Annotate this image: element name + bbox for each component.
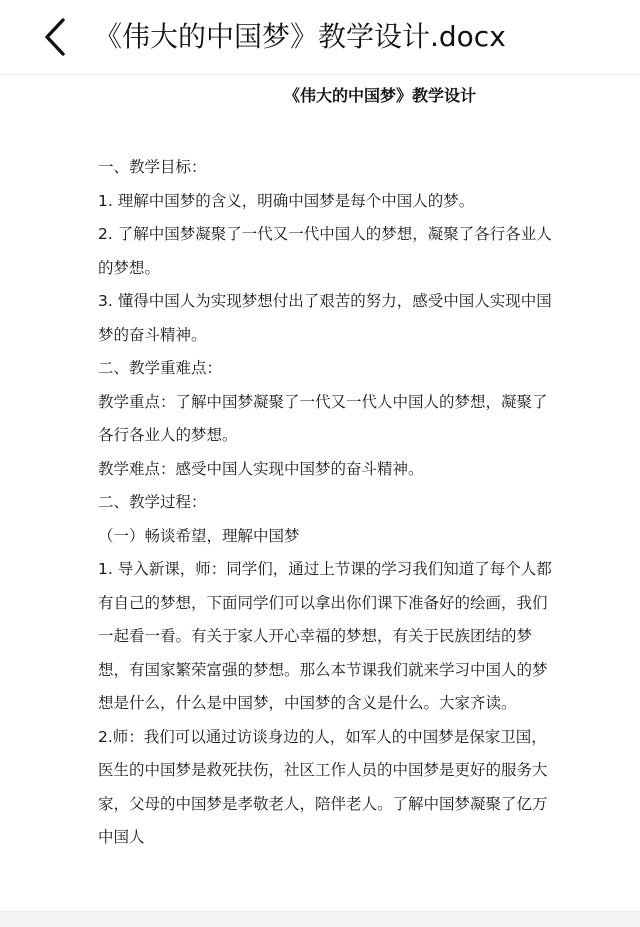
doc-paragraph-section-3-heading: 二、教学过程： <box>98 493 207 511</box>
doc-paragraph-section-2-heading: 二、教学重难点： <box>98 359 223 377</box>
doc-paragraph-process-2: 2.师：我们可以通过访谈身边的人，如军人的中国梦是保家卫国，医生的中国梦是救死扶伤，社区工作人员的中国梦是更好的服务大家，父母的中国梦是孝敬老人，陪伴老人。了解中国梦凝聚了亿万中国人 <box>98 727 548 846</box>
doc-paragraph-goal-1: 1. 理解中国梦的含义，明确中国梦是每个中国人的梦。 <box>98 191 475 210</box>
doc-paragraph-goal-3: 3. 懂得中国人为实现梦想付出了艰苦的努力，感受中国人实现中国梦的奋斗精神。 <box>98 292 552 344</box>
doc-paragraph-goal-2: 2. 了解中国梦凝聚了一代又一代中国人的梦想，凝聚了各行各业人的梦想。 <box>98 225 552 277</box>
document-view[interactable] <box>0 75 640 912</box>
doc-paragraph-key-point: 教学重点：了解中国梦凝聚了一代又一代人中国人的梦想，凝聚了各行各业人的梦想。 <box>98 392 548 444</box>
doc-paragraph-subsection-1: （一）畅谈希望，理解中国梦 <box>98 526 300 545</box>
doc-paragraph-process-1: 1. 导入新课，师：同学们，通过上节课的学习我们知道了每个人都有自己的梦想，下面同学们可以拿出你们课下准备好的绘画，我们一起看一看。有关于家人开心幸福的梦想，有关于民族团结的梦想，有国家繁荣富强的梦想。那么本节课我们就来学习中国人的梦想是什么，什么是中国梦，中国梦的含义是什么。大家齐读。 <box>98 560 552 712</box>
file-title: 《伟大的中国梦》教学设计.docx <box>94 20 506 53</box>
app-header <box>0 0 640 75</box>
bottom-bar <box>0 911 640 927</box>
document-title: 《伟大的中国梦》教学设计 <box>283 86 476 105</box>
doc-paragraph-section-1-heading: 一、教学目标： <box>98 158 207 176</box>
doc-paragraph-difficult-point: 教学难点：感受中国人实现中国梦的奋斗精神。 <box>98 459 424 478</box>
document-body <box>98 151 558 855</box>
chevron-left-icon <box>42 17 68 57</box>
back-button[interactable] <box>30 12 80 62</box>
